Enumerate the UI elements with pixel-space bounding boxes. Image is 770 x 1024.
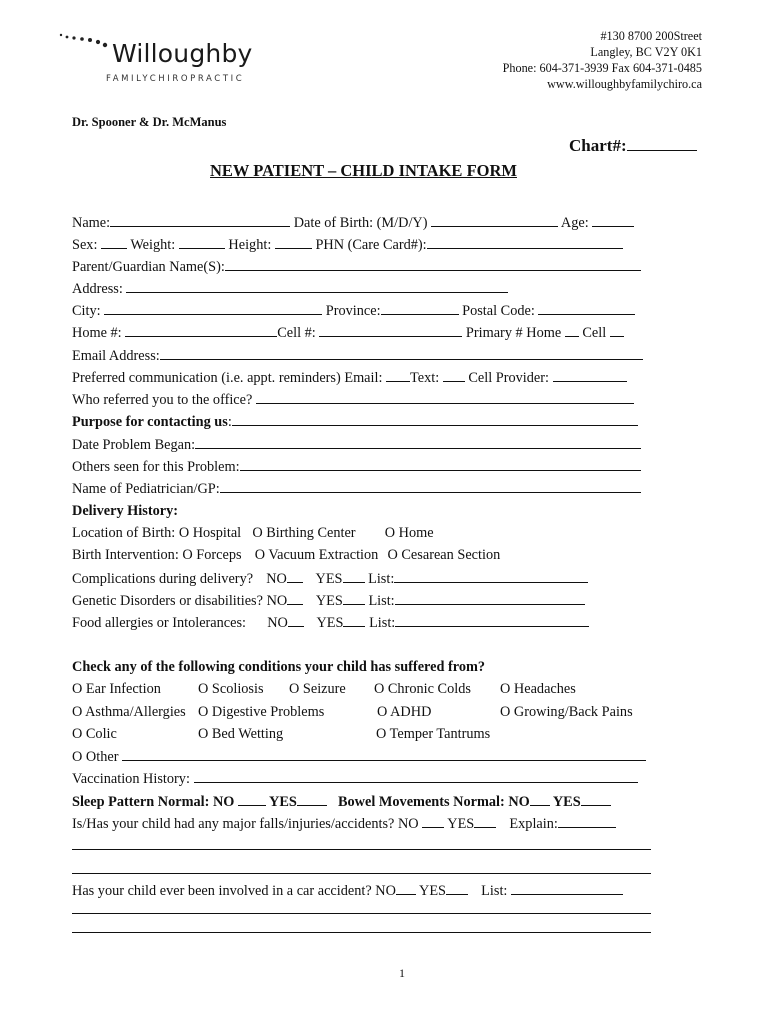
bowel-yes-label: YES [552,794,581,810]
referred-blank[interactable] [256,390,634,404]
home-phone-blank[interactable] [125,323,277,337]
province-blank[interactable] [381,301,459,315]
row-date-problem [72,435,641,454]
food-allergies-label: Food allergies or Intolerances: [72,615,247,631]
bowel-no-blank[interactable] [530,792,550,806]
intervention-vacuum-option[interactable]: O Vacuum Extraction [254,547,379,563]
location-birthing-center-option[interactable]: O Birthing Center [252,525,356,541]
condition-digestive-problems[interactable]: O Digestive Problems [198,704,325,720]
cell-phone-label: Cell #: [277,325,316,341]
intervention-forceps-option[interactable]: O Forceps [182,547,242,563]
primary-cell-blank[interactable] [610,323,624,337]
guardian-label: Parent/Guardian Name(S): [72,259,225,275]
address-blank[interactable] [126,279,508,293]
home-phone-label: Home #: [72,325,122,341]
condition-temper-tantrums[interactable]: O Temper Tantrums [376,726,491,742]
genetic-no-blank[interactable] [287,591,303,605]
car-list-label: List: [481,883,508,899]
condition-growing-back-pains[interactable]: O Growing/Back Pains [500,704,633,720]
date-problem-label: Date Problem Began: [72,437,196,453]
row-car-accident [72,881,623,900]
dob-blank[interactable] [431,213,558,227]
name-blank[interactable] [110,213,290,227]
chart-number-field[interactable] [569,136,697,156]
email-label: Email Address: [72,348,160,364]
purpose-colon: : [227,414,232,430]
genetic-list-blank[interactable] [395,591,585,605]
weight-label: Weight: [130,237,176,253]
sleep-yes-label: YES [269,794,297,810]
vaccination-blank[interactable] [194,769,638,783]
others-seen-blank[interactable] [240,457,641,471]
condition-headaches[interactable]: O Headaches [500,681,576,697]
complications-no-blank[interactable] [287,569,303,583]
complications-list-label: List: [368,571,395,587]
pref-email-blank[interactable] [386,368,410,382]
row-email [72,346,643,365]
falls-explain-line-2[interactable] [72,873,651,874]
condition-colic[interactable]: O Colic [72,726,117,742]
car-no-blank[interactable] [396,881,416,895]
car-yes-blank[interactable] [446,881,468,895]
condition-adhd[interactable]: O ADHD [377,704,432,720]
location-label: Location of Birth: [72,525,176,541]
genetic-no-label: NO [266,593,288,609]
bowel-yes-blank[interactable] [581,792,611,806]
row-location-of-birth [72,524,434,542]
food-yes-blank[interactable] [343,613,365,627]
logo-subtitle: FAMILYCHIROPRACTIC [106,74,245,84]
row-pediatrician [72,479,641,498]
car-accident-line-1[interactable] [72,913,651,914]
row-falls [72,814,616,833]
email-blank[interactable] [160,346,643,360]
condition-ear-infection[interactable]: O Ear Infection [72,681,161,697]
address-label: Address: [72,281,123,297]
vaccination-label: Vaccination History: [72,771,190,787]
complications-yes-blank[interactable] [343,569,365,583]
website: www.willoughbyfamilychiro.ca [547,77,702,91]
car-accident-label: Has your child ever been involved in a car accident? [72,883,372,899]
food-no-label: NO [267,615,288,631]
row-guardian [72,257,641,276]
intervention-cesarean-option[interactable]: O Cesarean Section [387,547,501,563]
height-blank[interactable] [275,235,312,249]
food-no-blank[interactable] [288,613,304,627]
genetic-yes-label: YES [315,593,343,609]
intervention-label: Birth Intervention: [72,547,179,563]
genetic-yes-blank[interactable] [343,591,365,605]
row-referred [72,390,634,409]
purpose-label: Purpose for contacting us [72,414,228,430]
row-address [72,279,508,298]
pref-email-label: Preferred communication (i.e. appt. reminders) Email: [72,370,383,386]
form-title: NEW PATIENT – CHILD INTAKE FORM [210,161,517,180]
sleep-label: Sleep Pattern Normal: [72,794,210,810]
row-sleep-bowel [72,792,611,811]
bowel-label: Bowel Movements Normal: [338,794,505,810]
name-label: Name: [72,215,111,231]
sex-blank[interactable] [101,235,127,249]
chart-number-blank[interactable] [627,137,697,151]
delivery-heading: Delivery History: [72,503,178,519]
pref-text-blank[interactable] [443,368,465,382]
bowel-no-label: NO [508,794,530,810]
complications-no-label: NO [266,571,287,587]
cell-phone-blank[interactable] [319,323,462,337]
genetic-list-label: List: [368,593,395,609]
sleep-yes-blank[interactable] [297,792,327,806]
height-label: Height: [228,237,272,253]
falls-label: Is/Has your child had any major falls/injuries/accidents? [72,816,395,832]
location-hospital-option[interactable]: O Hospital [178,525,242,541]
pediatrician-blank[interactable] [220,479,641,493]
page-number: 1 [399,966,405,980]
location-home-option[interactable]: O Home [384,525,434,541]
referred-label: Who referred you to the office? [72,392,253,408]
row-vaccination [72,769,638,788]
conditions-heading: Check any of the following conditions your child has suffered from? [72,659,486,675]
falls-no-label: NO [397,816,419,832]
chart-label: Chart#: [569,136,627,155]
others-seen-label: Others seen for this Problem: [72,459,240,475]
car-list-blank[interactable] [511,881,623,895]
car-no-label: NO [375,883,396,899]
row-birth-intervention [72,546,500,564]
city-blank[interactable] [104,301,322,315]
falls-explain-line-1[interactable] [72,849,651,850]
complications-yes-label: YES [315,571,343,587]
province-label: Province: [325,303,381,319]
cell-provider-label: Cell Provider: [468,370,549,386]
falls-yes-blank[interactable] [474,814,496,828]
purpose-blank[interactable] [232,412,638,426]
address-line-1: #130 8700 200Street [600,29,702,43]
food-list-label: List: [369,615,396,631]
weight-blank[interactable] [179,235,225,249]
food-yes-label: YES [316,615,344,631]
condition-seizure[interactable]: O Seizure [289,681,346,697]
condition-chronic-colds[interactable]: O Chronic Colds [374,681,471,697]
condition-other[interactable]: O Other [72,749,119,765]
row-other-condition [72,747,646,766]
address-line-2: Langley, BC V2Y 0K1 [590,45,702,59]
food-list-blank[interactable] [395,613,589,627]
row-purpose [72,412,638,431]
postal-label: Postal Code: [462,303,535,319]
car-yes-label: YES [419,883,447,899]
guardian-blank[interactable] [225,257,641,271]
car-accident-line-2[interactable] [72,932,651,933]
primary-home-blank[interactable] [565,323,579,337]
row-phones [72,323,624,342]
sleep-no-blank[interactable] [238,792,266,806]
other-condition-blank[interactable] [122,747,646,761]
phone-fax: Phone: 604-371-3939 Fax 604-371-0485 [502,61,702,75]
complications-list-blank[interactable] [394,569,588,583]
phn-blank[interactable] [427,235,623,249]
row-preferred-communication [72,368,627,387]
cell-provider-blank[interactable] [553,368,627,382]
condition-scoliosis[interactable]: O Scoliosis [198,681,264,697]
falls-explain-label: Explain: [509,816,558,832]
row-food-allergies [72,613,589,632]
row-city-province-postal [72,301,635,320]
condition-asthma-allergies[interactable]: O Asthma/Allergies [72,704,186,720]
falls-no-blank[interactable] [422,814,444,828]
pref-text-label: Text: [410,370,440,386]
row-complications [72,569,588,588]
age-label: Age: [560,215,589,231]
primary-cell-label: Cell [582,325,607,341]
sex-label: Sex: [72,237,98,253]
city-label: City: [72,303,101,319]
postal-blank[interactable] [538,301,635,315]
logo-dots-icon [58,31,114,51]
logo-name: Willoughby [112,39,253,68]
row-name-dob-age [72,213,634,232]
condition-bed-wetting[interactable]: O Bed Wetting [198,726,284,742]
falls-yes-label: YES [447,816,475,832]
primary-home-label: Primary # Home [465,325,562,341]
row-others-seen [72,457,641,476]
dob-label: Date of Birth: (M/D/Y) [293,215,428,231]
row-sex-weight-height-phn [72,235,623,254]
genetic-label: Genetic Disorders or disabilities? [72,593,263,609]
phn-label: PHN (Care Card#): [315,237,427,253]
doctors-names: Dr. Spooner & Dr. McManus [72,115,227,129]
pediatrician-label: Name of Pediatrician/GP: [72,481,220,497]
complications-label: Complications during delivery? [72,571,254,587]
date-problem-blank[interactable] [195,435,641,449]
row-genetic [72,591,585,610]
sleep-no-label: NO [212,794,235,810]
age-blank[interactable] [592,213,634,227]
falls-explain-blank[interactable] [558,814,616,828]
